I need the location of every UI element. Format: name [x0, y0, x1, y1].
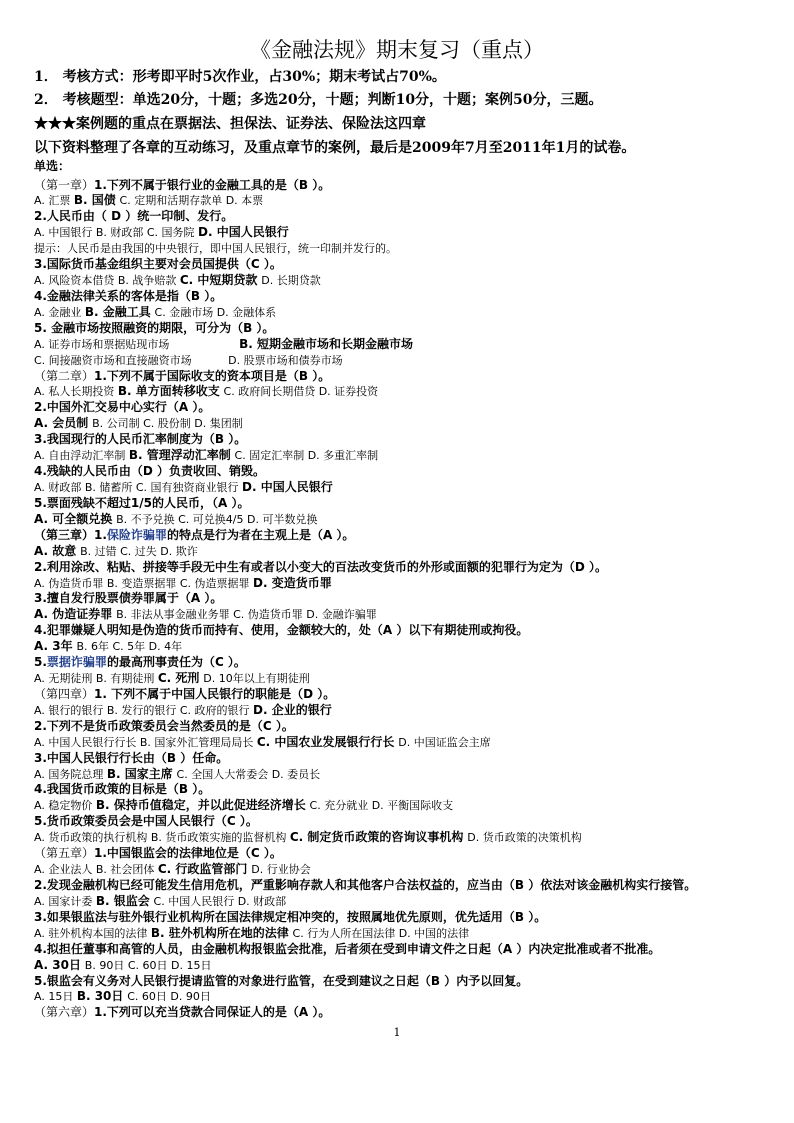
line-segment: C. 间接融资市场和直接融资市场 D. 股票市场和债券市场 [34, 353, 343, 367]
line-segment: A. 会员制 [34, 416, 89, 431]
option-line [34, 415, 243, 432]
line-segment: 3.国际货币基金组织主要对会员国提供（C ）。 [34, 257, 282, 272]
option-line [34, 734, 491, 751]
question-line [34, 750, 228, 766]
question-line [34, 622, 528, 638]
option-line [34, 240, 397, 257]
line-segment: 1.中国银监会的法律地位是（C ）。 [94, 846, 282, 861]
question-line [34, 813, 258, 829]
question-line [34, 320, 274, 336]
question-line [34, 654, 246, 670]
line-segment: B. 短期金融市场和长期金融市场 [239, 336, 414, 351]
line-segment: C. 政府间长期借贷 D. 证券投资 [223, 385, 379, 399]
option-line [34, 638, 182, 655]
option-line [34, 511, 317, 528]
line-segment: B. 6年 C. 5年 D. 4年 [76, 640, 183, 654]
page-title: 《金融法规》期末复习（重点） [250, 38, 544, 62]
line-segment: 2.下列不是货币政策委员会当然委员的是（C ）。 [34, 718, 294, 733]
question-line [34, 495, 249, 511]
question-line [34, 463, 265, 479]
line-segment: D. 变造货币罪 [253, 575, 332, 590]
line-segment: （第三章）1. [34, 527, 107, 542]
line-segment: B. 单方面转移收支 [117, 384, 220, 399]
line-segment: A. 伪造货币罪 B. 变造票据罪 C. 伪造票据罪 [34, 576, 254, 590]
line-segment: A. 汇票 [34, 194, 74, 208]
line-segment: D. 10年以上有期徒刑 [203, 672, 310, 686]
option-line [34, 352, 343, 369]
line-segment: 4.金融法律关系的客体是指（B ）。 [34, 288, 223, 303]
option-line [34, 224, 289, 241]
line-segment: C. 充分就业 D. 平衡国际收支 [309, 799, 454, 813]
option-line [34, 829, 582, 846]
line-segment: C. 中国人民银行 D. 财政部 [153, 894, 287, 908]
line-segment: A. 金融业 [34, 305, 85, 319]
question-line [34, 781, 210, 797]
line-segment: 3.擅自发行股票债券罪属于（A ）。 [34, 591, 223, 606]
line-segment: B. 国家主席 [106, 766, 173, 781]
line-segment: 2.发现金融机构已经可能发生信用危机，严重影响存款人和其他客户合法权益的，应当由（B ）依法对该金融机构实行接管。 [34, 877, 697, 892]
line-segment: B. 30日 [76, 989, 124, 1004]
line-segment: B. 90日 C. 60日 D. 15日 [84, 958, 212, 972]
line-segment: D. 货币政策的决策机构 [467, 831, 582, 845]
question-line [34, 1004, 330, 1020]
intro-line: 1． 考核方式：形考即平时5次作业，占30%；期末考试占70%。 [34, 69, 446, 85]
line-segment: A. 中国人民银行行长 B. 国家外汇管理局局长 [34, 735, 257, 749]
line-segment: A. 可全额兑换 [34, 511, 113, 526]
line-segment: （第一章） [34, 177, 95, 192]
option-line [34, 925, 469, 942]
line-segment: B. 管理浮动汇率制 [128, 448, 231, 463]
line-segment: A. 故意 [34, 543, 77, 558]
question-line [34, 590, 222, 606]
line-segment: C. 中短期贷款 [179, 273, 258, 288]
line-segment: 2.中国外汇交易中心实行（A ）。 [34, 400, 211, 415]
option-line [34, 893, 286, 910]
line-segment: B. 非法从事金融业务罪 C. 伪造货币罪 D. 金融诈骗罪 [116, 608, 377, 622]
question-line [34, 368, 330, 384]
line-segment: 5.货币政策委员会是中国人民银行（C ）。 [34, 814, 258, 829]
line-segment: B. 公司制 C. 股份制 D. 集团制 [92, 417, 243, 431]
option-line [34, 336, 413, 353]
line-segment: B. 不予兑换 C. 可兑换4/5 D. 可半数兑换 [116, 512, 318, 526]
line-segment: A. 30日 [34, 957, 81, 972]
intro-line: 单选： [34, 159, 71, 173]
question-line [34, 877, 696, 893]
line-segment: 5. [34, 655, 47, 670]
question-line [34, 559, 607, 575]
line-segment: C. 死刑 [157, 671, 200, 686]
option-line [34, 543, 198, 560]
line-segment: D. 中国人民银行 [242, 479, 333, 494]
line-segment: C. 制定货币政策的咨询议事机构 [289, 830, 464, 845]
question-line [34, 256, 282, 272]
line-segment: A. 财政部 B. 储蓄所 C. 国有独资商业银行 [34, 480, 243, 494]
line-segment: C. 全国人大常委会 D. 委员长 [176, 767, 321, 781]
line-segment: 4.我国货币政策的目标是（B ）。 [34, 782, 211, 797]
line-segment: 1. 下列不属于中国人民银行的职能是（D ）。 [94, 686, 336, 701]
line-segment: A. 银行的银行 B. 发行的银行 C. 政府的银行 [34, 703, 254, 717]
line-segment: 4.残缺的人民币由（D ）负责收回、销毁。 [34, 464, 266, 479]
line-segment: B. 银监会 [95, 893, 150, 908]
question-line [34, 208, 233, 224]
question-line [34, 177, 330, 193]
option-line [34, 988, 211, 1005]
line-segment: A. 无期徒刑 B. 有期徒刑 [34, 672, 158, 686]
line-segment: D. 长期贷款 [261, 274, 321, 288]
line-segment: D. 中国证监会主席 [398, 735, 491, 749]
option-line [34, 670, 310, 687]
line-segment: 的特点是行为者在主观上是（A ）。 [166, 527, 355, 542]
intro-line: 以下资料整理了各章的互动练习，及重点章节的案例，最后是2009年7月至2011年1月的试卷。 [34, 140, 636, 156]
line-segment: A. 国家计委 [34, 894, 96, 908]
line-segment: 1.下列不属于国际收支的资本项目是（B ）。 [94, 368, 331, 383]
question-line [34, 845, 282, 861]
option-line [34, 957, 211, 974]
line-segment: C. 60日 D. 90日 [127, 990, 211, 1004]
intro-line: ★★★案例题的重点在票据法、担保法、证券法、保险法这四章 [34, 116, 426, 132]
line-segment: B. 金融工具 [84, 304, 151, 319]
line-segment: 5.银监会有义务对人民银行提请监管的对象进行监管，在受到建议之日起（B ）内予以回复。 [34, 973, 529, 988]
line-segment: 的最高刑事责任为（C ）。 [106, 655, 246, 670]
line-segment: 1.下列不属于银行业的金融工具的是（B ）。 [94, 177, 331, 192]
option-line [34, 192, 263, 209]
line-segment: A. 3年 [34, 639, 73, 654]
line-segment: （第二章） [34, 368, 95, 383]
question-line [34, 941, 660, 957]
question-line [34, 288, 222, 304]
line-segment: A. 私人长期投资 [34, 385, 118, 399]
line-segment: 1.下列可以充当贷款合同保证人的是（A ）。 [94, 1005, 331, 1020]
line-segment: 4.拟担任董事和高管的人员，由金融机构报银监会批准，后者须在受到申请文件之日起（A ）内决定批准或者不批准。 [34, 941, 661, 956]
line-segment: C. 固定汇率制 D. 多重汇率制 [234, 449, 379, 463]
line-segment: 3.中国人民银行行长由（B ）任命。 [34, 750, 229, 765]
question-line [34, 909, 546, 925]
question-line [34, 527, 354, 543]
line-segment: A. 企业法人 B. 社会团体 [34, 863, 158, 877]
option-line [34, 383, 378, 400]
option-line [34, 447, 378, 464]
line-segment: A. 伪造证券罪 [34, 607, 113, 622]
line-segment: 2.利用涂改、粘贴、拼接等手段无中生有或者以小变大的百法改变货币的外形或面额的犯罪行为定为（D ）。 [34, 559, 608, 574]
question-line [34, 431, 246, 447]
line-segment: 票据诈骗罪 [46, 655, 107, 670]
line-segment: 5.票面残缺不超过1/5的人民币，（A ）。 [34, 495, 250, 510]
question-line [34, 686, 335, 702]
line-segment: 5. 金融市场按照融资的期限，可分为（B ）。 [34, 320, 275, 335]
option-line [34, 304, 276, 321]
line-segment: D. 中国人民银行 [198, 225, 289, 240]
option-line [34, 606, 377, 623]
line-segment: B. 国债 [73, 193, 116, 208]
line-segment: 4.犯罪嫌疑人明知是伪造的货币而持有、使用，金额较大的，处（A ）以下有期徒刑或拘役。 [34, 623, 529, 638]
line-segment: A. 证券市场和票据贴现市场 [34, 337, 236, 351]
line-segment: C. 金融市场 D. 金融体系 [154, 305, 277, 319]
option-line [34, 797, 453, 814]
line-segment: 提示：人民币是由我国的中央银行，即中国人民银行，统一印制并发行的。 [34, 242, 397, 256]
line-segment: A. 国务院总理 [34, 767, 107, 781]
line-segment: D. 企业的银行 [253, 702, 332, 717]
line-segment: 保险诈骗罪 [106, 527, 167, 542]
line-segment: B. 保持币值稳定，并以此促进经济增长 [95, 798, 306, 813]
line-segment: A. 风险资本借贷 B. 战争赔款 [34, 274, 180, 288]
line-segment: （第五章） [34, 846, 95, 861]
question-line [34, 973, 528, 989]
line-segment: C. 行政监管部门 [157, 862, 248, 877]
option-line [34, 861, 311, 878]
line-segment: A. 中国银行 B. 财政部 C. 国务院 [34, 226, 199, 240]
question-line [34, 399, 210, 415]
line-segment: A. 自由浮动汇率制 [34, 449, 129, 463]
line-segment: （第六章） [34, 1005, 95, 1020]
question-line [34, 718, 294, 734]
line-segment: C. 定期和活期存款单 D. 本票 [119, 194, 264, 208]
line-segment: B. 过错 C. 过失 D. 欺诈 [80, 544, 198, 558]
option-line [34, 575, 332, 592]
line-segment: B. 驻外机构所在地的法律 [150, 925, 289, 940]
line-segment: C. 行为人所在国法律 D. 中国的法律 [292, 926, 470, 940]
line-segment: A. 货币政策的执行机构 B. 货币政策实施的监督机构 [34, 831, 290, 845]
line-segment: D. 行业协会 [251, 863, 311, 877]
page-number: 1 [393, 1026, 401, 1039]
line-segment: A. 驻外机构本国的法律 [34, 926, 151, 940]
line-segment: （第四章） [34, 686, 95, 701]
line-segment: 3.我国现行的人民币汇率制度为（B ）。 [34, 432, 247, 447]
intro-line: 2． 考核题型：单选20分，十题；多选20分，十题；判断10分，十题；案例50分，三题。 [34, 92, 603, 108]
line-segment: A. 稳定物价 [34, 799, 96, 813]
line-segment: 3.如果银监法与驻外银行业机构所在国法律规定相冲突的，按照属地优先原则，优先适用（B ）。 [34, 909, 547, 924]
option-line [34, 272, 321, 289]
line-segment: A. 15日 [34, 990, 77, 1004]
option-line [34, 766, 320, 783]
line-segment: 2.人民币由（ D ）统一印制、发行。 [34, 209, 234, 224]
option-line [34, 479, 333, 496]
line-segment: C. 中国农业发展银行行长 [256, 734, 395, 749]
option-line [34, 702, 332, 719]
